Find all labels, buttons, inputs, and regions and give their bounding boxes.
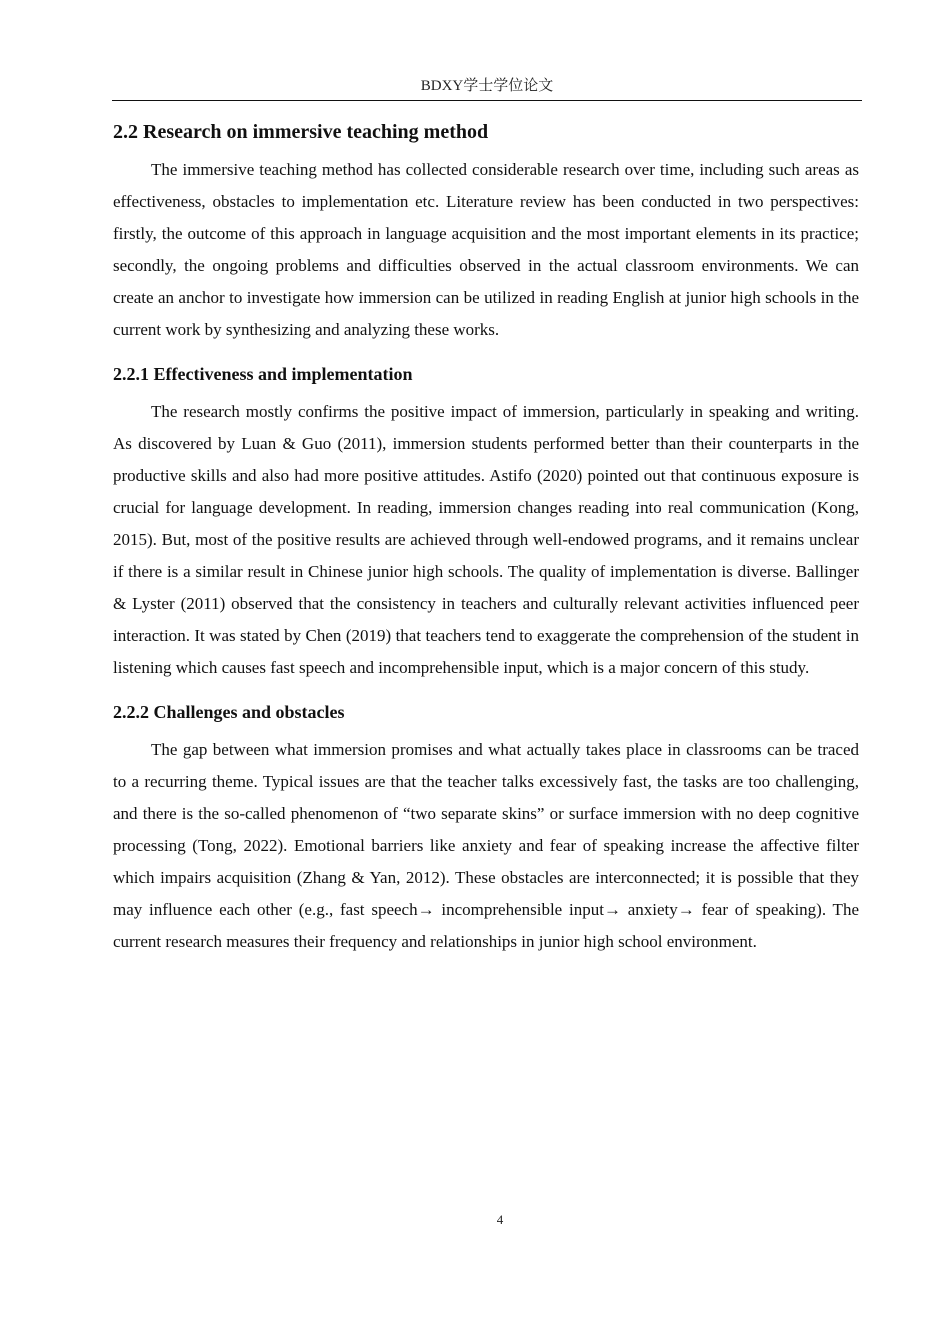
page-number: 4 (496, 1212, 504, 1227)
subsection-heading-challenges: 2.2.2 Challenges and obstacles (113, 702, 345, 722)
subsection-heading-effectiveness: 2.2.1 Effectiveness and implementation (113, 364, 413, 384)
section-intro-paragraph: The immersive teaching method has collected considerable research over time, including such areas as effectiveness, obstacles to implementation etc. Literature review has been conducted in two perspectives: firstly, the outcome of this approach in language acquisition and the most important elements in its practice; secondly, the ongoing problems and difficulties observed in the actual classroom environments. We can create an anchor to investigate how immersion can be utilized in reading English at junior high schools in the current work by synthesizing and analyzing these works. (113, 160, 859, 339)
header-divider (112, 100, 862, 101)
section-heading: 2.2 Research on immersive teaching method (113, 121, 489, 143)
running-header: BDXY学士学位论文 (420, 78, 554, 94)
subsection-paragraph-challenges: The gap between what immersion promises and what actually takes place in classrooms can be traced to a recurring theme. Typical issues are that the teacher talks excessively fast, the tasks are too challenging, and there is the so-called phenomenon of “two separate skins” or surface immersion with no deep cognitive processing (Tong, 2022). Emotional barriers like anxiety and fear of speaking increase the affective filter which impairs acquisition (Zhang & Yan, 2012). These obstacles are interconnected; it is possible that they may influence each other (e.g., fast speech→ incomprehensible input→ anxiety→ fear of speaking). The current research measures their frequency and relationships in junior high school environment. (113, 740, 859, 951)
page-body (113, 116, 859, 958)
subsection-paragraph-effectiveness: The research mostly confirms the positive impact of immersion, particularly in speaking and writing. As discovered by Luan & Guo (2011), immersion students performed better than their counterparts in the productive skills and also had more positive attitudes. Astifo (2020) pointed out that continuous exposure is crucial for language development. In reading, immersion changes reading into real communication (Kong, 2015). But, most of the positive results are achieved through well-endowed programs, and it remains unclear if there is a similar result in Chinese junior high schools. The quality of implementation is diverse. Ballinger & Lyster (2011) observed that the consistency in teachers and culturally relevant activities influenced peer interaction. It was stated by Chen (2019) that teachers tend to exaggerate the comprehension of the student in listening which causes fast speech and incomprehensible input, which is a major concern of this study. (113, 402, 859, 677)
